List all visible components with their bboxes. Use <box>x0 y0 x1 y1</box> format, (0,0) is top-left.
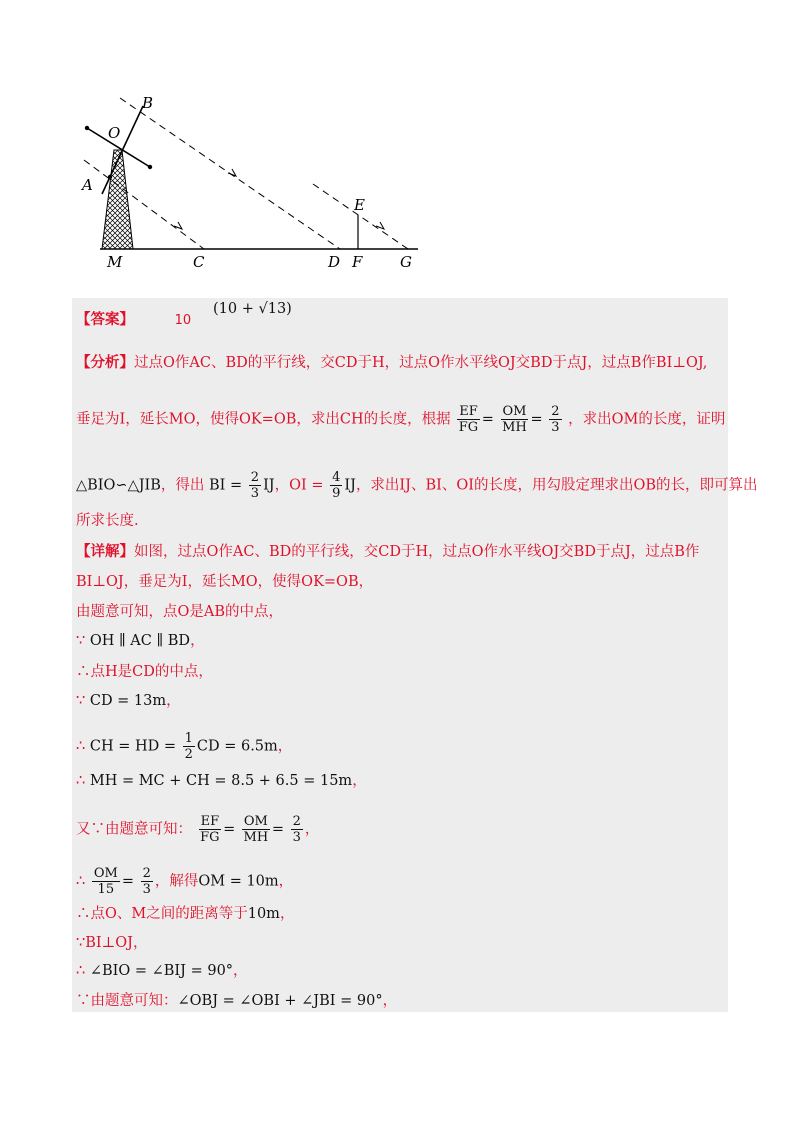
analysis-line-2: 垂足为I，延长MO，使得OK=OB，求出CH的长度，根据 $\frac{EF}{FG}$ = $\frac{OM}{MH}$ = $\frac{2}{3}$ ，求出OM的长度，证明 <box>76 404 726 435</box>
detail-line-12: ∵BI⊥OJ， <box>76 935 148 951</box>
detail-line-1: 【详解】如图，过点O作AC、BD的平行线，交CD于H，过点O作水平线OJ交BD于点J，过点B作 <box>76 543 700 560</box>
detail-line-5: ∴点H是CD的中点， <box>76 664 213 680</box>
detail-line-6: ∵ CD = 13m， <box>76 693 181 709</box>
frac-om-mh: $\frac{OM}{MH}$ <box>502 404 527 435</box>
detail-line-3: 由题意可知，点O是AB的中点， <box>76 604 284 620</box>
frac-ef-fg: $\frac{EF}{FG}$ <box>458 404 479 435</box>
answer-value-2: (10 + √13) <box>213 301 292 317</box>
analysis-tag: 【分析】 <box>76 354 134 371</box>
label-d: D <box>328 253 341 271</box>
analysis-line-4: 所求长度. <box>76 513 139 529</box>
detail-line-4: ∵ OH ∥ AC ∥ BD， <box>76 633 205 649</box>
detail-line-9: 又∵由题意可知： $\frac{EF}{FG}$ = $\frac{OM}{MH}$ = $\frac{2}{3}$ ， <box>76 814 320 845</box>
ray-eg <box>313 184 408 249</box>
detail-line-8: ∴ MH = MC + CH = 8.5 + 6.5 = 15m， <box>76 773 367 789</box>
figure-svg <box>70 88 430 278</box>
detail-line-13: ∴ ∠BIO = ∠BIJ = 90°， <box>76 963 248 979</box>
detail-line-10: ∴ $\frac{OM}{15}$ = $\frac{2}{3}$ ，解得OM = 10m， <box>76 866 294 897</box>
label-f: F <box>352 253 363 271</box>
label-b: B <box>142 94 154 112</box>
frac-2-3: $\frac{2}{3}$ <box>551 404 560 435</box>
label-m: M <box>107 253 123 271</box>
detail-tag: 【详解】 <box>76 543 134 560</box>
label-o: O <box>108 124 121 142</box>
detail-line-14: ∵由题意可知：∠OBJ = ∠OBI + ∠JBI = 90°， <box>76 993 398 1009</box>
geometry-figure <box>70 88 430 278</box>
label-a: A <box>82 176 93 194</box>
ray-ac <box>84 160 204 249</box>
answer-line <box>76 311 191 330</box>
detail-line-7: ∴ CH = HD = $\frac{1}{2}$ CD = 6.5m， <box>76 731 293 762</box>
label-e: E <box>354 196 365 214</box>
detail-line-11: ∴点O、M之间的距离等于10m， <box>76 906 295 922</box>
answer-tag: 【答案】 <box>76 311 134 328</box>
tower <box>102 150 133 249</box>
detail-line-2: BI⊥OJ，垂足为I，延长MO，使得OK=OB， <box>76 574 374 590</box>
label-c: C <box>193 253 205 271</box>
analysis-line-3: △BIO∽△JIB，得出 BI = $\frac{2}{3}$ IJ，OI = $\frac{4}{9}$ IJ，求出IJ、BI、OI的长度，用勾股定理求出OB的长，即可算出 <box>76 470 758 501</box>
answer-value-1: 10 <box>174 313 192 328</box>
analysis-line-1: 【分析】过点O作AC、BD的平行线，交CD于H，过点O作水平线OJ交BD于点J，过点B作BI⊥OJ, <box>76 354 708 371</box>
label-g: G <box>400 253 412 271</box>
